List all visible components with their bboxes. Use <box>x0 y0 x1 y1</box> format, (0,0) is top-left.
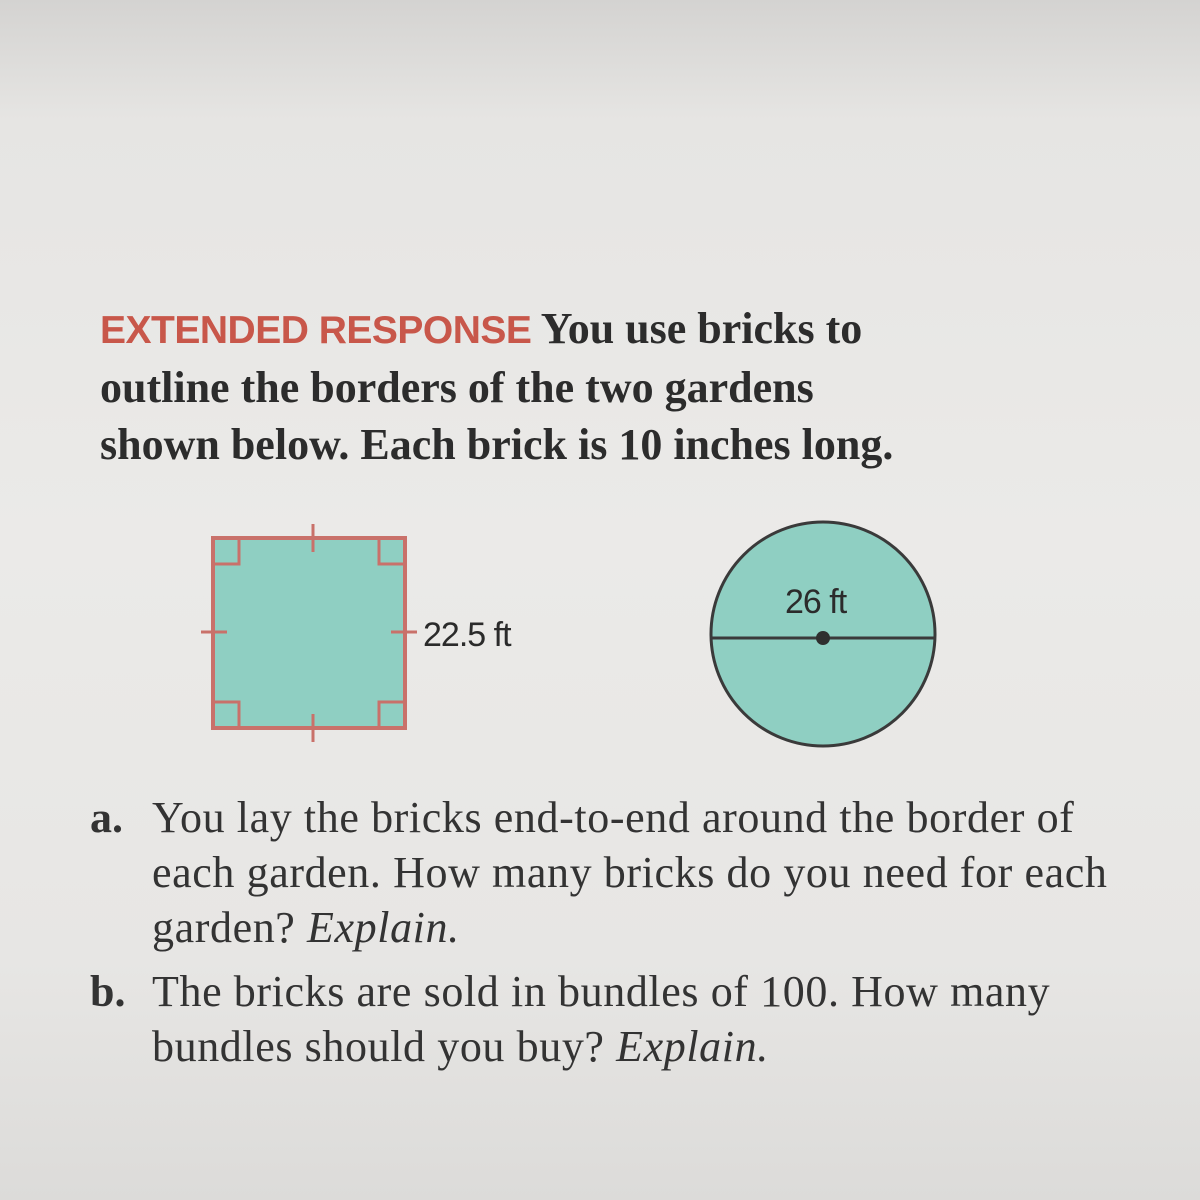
question-b-text <box>152 964 1150 1074</box>
square-garden <box>213 538 405 728</box>
circle-center-point <box>816 631 830 645</box>
prompt-text-1: You use bricks to <box>531 304 863 353</box>
prompt-line-3: shown below. Each brick is 10 inches long. <box>100 420 894 469</box>
question-a <box>90 790 1150 955</box>
prompt-line-2: outline the borders of the two gardens <box>100 363 814 412</box>
question-list <box>90 790 1150 1083</box>
circle-diameter-label: 26 ft <box>785 583 847 621</box>
question-b-explain: Explain. <box>616 1022 769 1071</box>
question-b-body: The bricks are sold in bundles of 100. How many bundles should you buy? <box>152 967 1051 1071</box>
question-a-text <box>152 790 1150 955</box>
question-a-body: You lay the bricks end-to-end around the border of each garden. How many bricks do you need for each garden? <box>152 793 1108 952</box>
garden-diagram <box>195 508 955 758</box>
question-b <box>90 964 1150 1074</box>
garden-figure <box>195 508 955 758</box>
question-a-explain: Explain. <box>307 903 460 952</box>
question-b-letter: b. <box>90 967 126 1016</box>
square-side-label: 22.5 ft <box>423 616 511 654</box>
extended-response-tag: EXTENDED RESPONSE <box>100 309 532 352</box>
prompt-line-1 <box>100 300 1100 359</box>
problem-prompt <box>100 300 1100 473</box>
question-a-letter: a. <box>90 793 123 842</box>
